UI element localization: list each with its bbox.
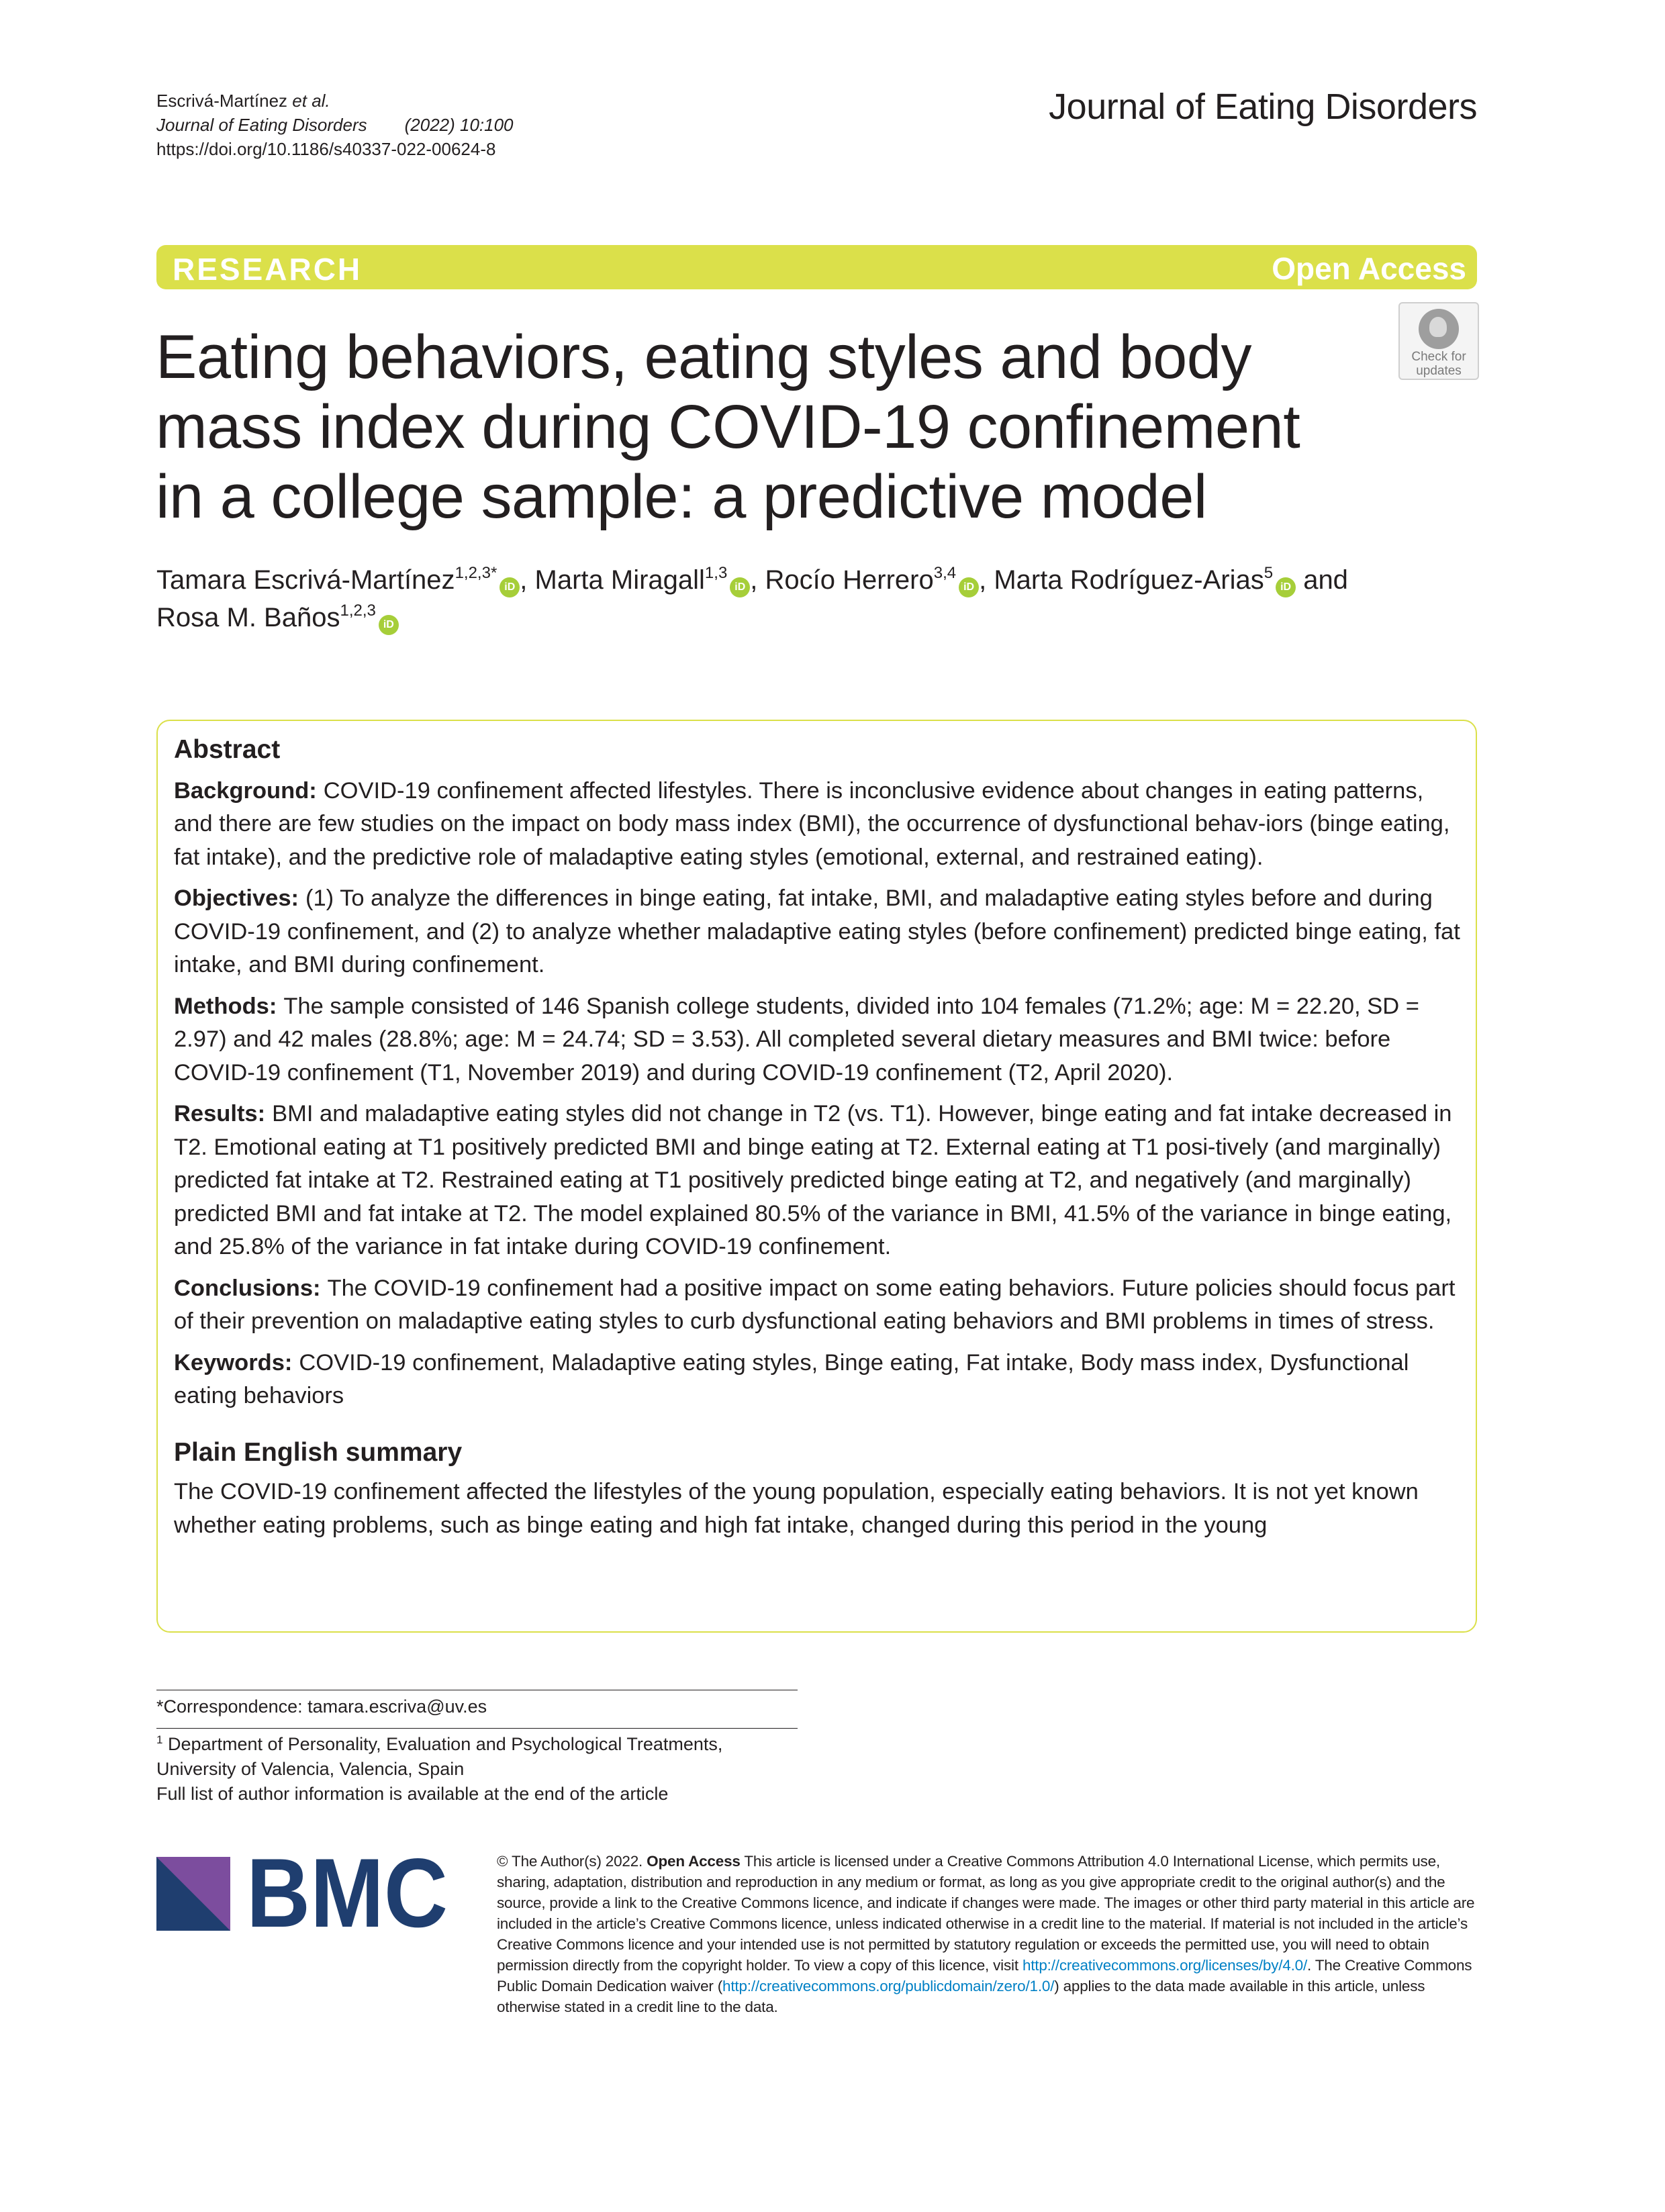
author-affil: 1,2,3 bbox=[340, 602, 376, 620]
author-affil: 3,4 bbox=[933, 564, 957, 582]
correspondence: *Correspondence: tamara.escriva@uv.es bbox=[156, 1696, 487, 1717]
bookmark-icon bbox=[1419, 309, 1459, 349]
orcid-icon[interactable]: iD bbox=[1276, 577, 1296, 597]
license-text: © The Author(s) 2022. Open Access This article is licensed under a Creative Commons Attribution 4.0 International License, which permits use, sharing, adaptation, distribution and reproduction in any medium or format, as long as you give appropriate credit to the original author(s) and the source, provide a link to the Creative Commons licence, and indicate if changes were made. The images or other third party material in this article are included in the article’s Creative Commons licence, unless indicated otherwise in a credit line to the material. If material is not included in the article’s Creative Commons licence and your intended use is not permitted by statutory regulation or exceeds the permitted use, you will need to obtain permission directly from the copyright holder. To view a copy of this licence, visit http://creativecommons.org/licenses/by/4.0/. The Creative Commons Public Domain Dedication waiver (http://creativecommons.org/publicdomain/zero/1.0/) applies to the data made available in this article, unless otherwise stated in a credit line to the data. bbox=[497, 1853, 1475, 2015]
citation-doi[interactable]: https://doi.org/10.1186/s40337-022-00624-8 bbox=[156, 139, 496, 159]
research-label: RESEARCH bbox=[173, 252, 363, 287]
citation-volume: (2022) 10:100 bbox=[404, 115, 514, 135]
article-type-banner bbox=[156, 245, 1477, 289]
abstract-results: Results: BMI and maladaptive eating styles did not change in T2 (vs. T1). However, binge eating and fat intake decreased in T2. Emotional eating at T1 positively predicted BMI and binge eating at T2. External eating at T1 posi-tively (and marginally) predicted fat intake at T2. Restrained eating at T1 positively predicted binge eating at T2, and negatively (and marginally) predicted BMI and fat intake at T2. The model explained 80.5% of the variance in BMI, 41.5% of the variance in binge eating, and 25.8% of the variance in fat intake during COVID-19 confinement. bbox=[174, 1101, 1452, 1259]
title-line: in a college sample: a predictive model bbox=[156, 463, 1207, 531]
footnote-divider bbox=[156, 1728, 798, 1729]
author-name: Tamara Escrivá-Martínez bbox=[156, 565, 455, 595]
citation-block bbox=[156, 89, 514, 161]
author-affil: 5 bbox=[1264, 564, 1274, 582]
author-name: Rocío Herrero bbox=[765, 565, 934, 595]
plain-summary-text: The COVID-19 confinement affected the lifestyles of the young population, especially eating behaviors. It is not yet known whether eating problems, such as binge eating and high fat intake, changed during this period in the young bbox=[174, 1479, 1419, 1538]
license-link[interactable]: http://creativecommons.org/licenses/by/4.0/ bbox=[1022, 1957, 1308, 1974]
abstract-background: Background: COVID-19 confinement affected lifestyles. There is inconclusive evidence about changes in eating patterns, and there are few studies on the impact on body mass index (BMI), the occurrence of dysfunctional behav-iors (binge eating, fat intake), and the predictive role of maladaptive eating styles (emotional, external, and restrained eating). bbox=[174, 777, 1450, 870]
author-affil: 1,3 bbox=[704, 564, 728, 582]
abstract-methods: Methods: The sample consisted of 146 Spanish college students, divided into 104 females (71.2%; age: M = 22.20, SD = 2.97) and 42 males (28.8%; age: M = 24.74; SD = 3.53). All completed several dietary measures and BMI twice: before COVID-19 confinement (T1, November 2019) and during COVID-19 confinement (T2, April 2020). bbox=[174, 993, 1419, 1086]
author-name: Marta Miragall bbox=[534, 565, 705, 595]
abstract-content bbox=[174, 733, 1463, 1550]
author-name: Marta Rodríguez-Arias bbox=[994, 565, 1264, 595]
journal-title: Journal of Eating Disorders bbox=[1049, 87, 1477, 127]
open-access-inline: Open Access bbox=[647, 1853, 741, 1870]
check-updates-line1: Check for bbox=[1411, 350, 1466, 364]
abstract-heading: Abstract bbox=[174, 735, 281, 764]
author-affil: 1,2,3* bbox=[455, 564, 497, 582]
citation-authors: Escrivá-Martínez bbox=[156, 91, 288, 111]
affiliation: $^1$ Department of Personality, Evaluation and Psychological Treatments, University of Valencia, Valencia, Spain Full list of author information is available at the end of the article bbox=[156, 1733, 723, 1804]
orcid-icon[interactable]: iD bbox=[959, 577, 979, 597]
orcid-icon[interactable]: iD bbox=[730, 577, 750, 597]
open-access-label: Open Access bbox=[1272, 251, 1466, 286]
author-list: Tamara Escrivá-Martínez$^{1,2,3*}$iD , Marta Miragall$^{1,3}$iD , Rocío Herrero$^{3,4}$iD , Marta Rodríguez-Arias$^5$iD and Rosa M. Baños$^{1,2,3}$iD bbox=[156, 561, 1432, 636]
abstract-keywords: Keywords: COVID-19 confinement, Maladaptive eating styles, Binge eating, Fat intake, Body mass index, Dysfunctional eating behaviors bbox=[174, 1349, 1409, 1408]
title-line: mass index during COVID-19 confinement bbox=[156, 393, 1300, 461]
citation-journal: Journal of Eating Disorders bbox=[156, 115, 367, 135]
orcid-icon[interactable]: iD bbox=[379, 615, 399, 635]
orcid-icon[interactable]: iD bbox=[500, 577, 520, 597]
abstract-conclusions: Conclusions: The COVID-19 confinement had a positive impact on some eating behaviors. Future policies should focus part of their prevention on maladaptive eating styles to curb dysfunctional eating behaviors and BMI problems in times of stress. bbox=[174, 1275, 1456, 1334]
plain-summary-heading: Plain English summary bbox=[174, 1437, 463, 1467]
check-for-updates-button[interactable] bbox=[1398, 302, 1479, 380]
bmc-logo-text: BMC bbox=[246, 1857, 448, 1931]
public-domain-link[interactable]: http://creativecommons.org/publicdomain/zero/1.0/ bbox=[722, 1978, 1055, 1994]
abstract-objectives: Objectives: (1) To analyze the differences in binge eating, fat intake, BMI, and maladaptive eating styles before and during COVID-19 confinement, and (2) to analyze whether maladaptive eating styles (before confinement) predicted binge eating, fat intake, and BMI during confinement. bbox=[174, 885, 1460, 977]
bmc-logo bbox=[156, 1857, 452, 1931]
title-line: Eating behaviors, eating styles and body bbox=[156, 323, 1251, 391]
article-title bbox=[156, 322, 1364, 532]
check-updates-line2: updates bbox=[1416, 364, 1462, 378]
author-name: Rosa M. Baños bbox=[156, 603, 340, 632]
citation-et-al: et al. bbox=[292, 91, 330, 111]
